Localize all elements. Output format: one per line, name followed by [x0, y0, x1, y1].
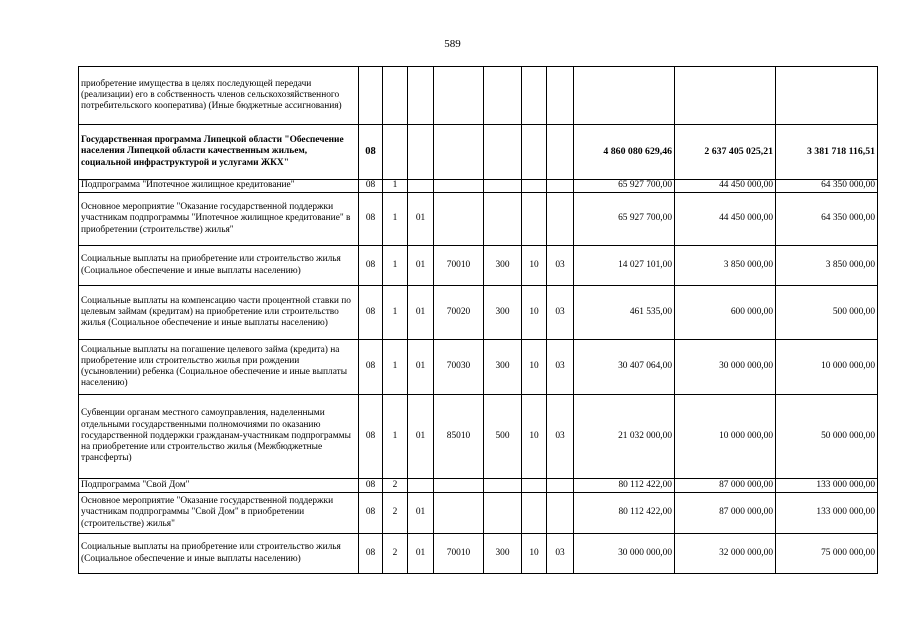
section-code [522, 479, 547, 493]
program-code [359, 67, 383, 125]
amount-year-1: 21 032 000,00 [574, 395, 675, 479]
amount-year-3: 133 000 000,00 [776, 493, 878, 534]
activity-code: 01 [408, 395, 434, 479]
section-code [522, 67, 547, 125]
table-row [79, 534, 878, 574]
activity-code: 01 [408, 493, 434, 534]
table-row [79, 125, 878, 180]
table-row [79, 67, 878, 125]
amount-year-2: 3 850 000,00 [675, 246, 776, 286]
subsection-code [547, 493, 574, 534]
activity-code [408, 67, 434, 125]
amount-year-1: 461 535,00 [574, 286, 675, 340]
amount-year-2: 44 450 000,00 [675, 180, 776, 193]
budget-table [78, 66, 878, 574]
direction-code: 70010 [434, 534, 484, 574]
amount-year-3: 50 000 000,00 [776, 395, 878, 479]
table-row [79, 395, 878, 479]
amount-year-2: 2 637 405 025,21 [675, 125, 776, 180]
row-name: Социальные выплаты на приобретение или строительство жилья (Социальное обеспечение и иные выплаты населению) [79, 246, 359, 286]
row-name: Основное мероприятие "Оказание государственной поддержки участникам подпрограммы "Свой Дом" в приобретении (строительстве) жилья" [79, 493, 359, 534]
subsection-code: 03 [547, 534, 574, 574]
amount-year-3: 500 000,00 [776, 286, 878, 340]
row-name: приобретение имущества в целях последующей передачи (реализации) его в собственность членов сельскохозяйственного потребительского кооператива) (Иные бюджетные ассигнования) [79, 67, 359, 125]
program-code: 08 [359, 479, 383, 493]
amount-year-3 [776, 67, 878, 125]
subprogram-code [383, 67, 408, 125]
amount-year-1: 30 407 064,00 [574, 340, 675, 395]
program-code: 08 [359, 125, 383, 180]
table-row [79, 180, 878, 193]
amount-year-1: 4 860 080 629,46 [574, 125, 675, 180]
expense-type-code: 300 [484, 340, 522, 395]
subsection-code [547, 125, 574, 180]
subprogram-code: 2 [383, 493, 408, 534]
activity-code: 01 [408, 534, 434, 574]
expense-type-code: 300 [484, 246, 522, 286]
amount-year-1: 65 927 700,00 [574, 180, 675, 193]
program-code: 08 [359, 286, 383, 340]
row-name: Подпрограмма "Ипотечное жилищное кредитование" [79, 180, 359, 193]
program-code: 08 [359, 395, 383, 479]
table-row [79, 340, 878, 395]
expense-type-code [484, 493, 522, 534]
subprogram-code [383, 125, 408, 180]
subprogram-code: 1 [383, 246, 408, 286]
subsection-code [547, 180, 574, 193]
expense-type-code: 500 [484, 395, 522, 479]
direction-code [434, 493, 484, 534]
activity-code: 01 [408, 193, 434, 246]
amount-year-3: 10 000 000,00 [776, 340, 878, 395]
row-name: Основное мероприятие "Оказание государственной поддержки участникам подпрограммы "Ипотечное жилищное кредитование" в приобретении (строительстве) жилья" [79, 193, 359, 246]
program-code: 08 [359, 180, 383, 193]
table-row [79, 286, 878, 340]
amount-year-2 [675, 67, 776, 125]
amount-year-3: 64 350 000,00 [776, 193, 878, 246]
direction-code [434, 67, 484, 125]
activity-code [408, 479, 434, 493]
amount-year-3: 64 350 000,00 [776, 180, 878, 193]
expense-type-code [484, 193, 522, 246]
subprogram-code: 1 [383, 193, 408, 246]
amount-year-2: 87 000 000,00 [675, 479, 776, 493]
direction-code: 70010 [434, 246, 484, 286]
amount-year-2: 30 000 000,00 [675, 340, 776, 395]
subsection-code: 03 [547, 395, 574, 479]
activity-code: 01 [408, 286, 434, 340]
activity-code [408, 125, 434, 180]
section-code: 10 [522, 286, 547, 340]
subprogram-code: 2 [383, 534, 408, 574]
section-code: 10 [522, 246, 547, 286]
amount-year-3: 3 381 718 116,51 [776, 125, 878, 180]
amount-year-3: 3 850 000,00 [776, 246, 878, 286]
program-code: 08 [359, 193, 383, 246]
row-name: Субвенции органам местного самоуправления, наделенными отдельными государственными полномочиями по оказанию государственной поддержки гражданам-участникам подпрограммы на приобретение или строительство жилья (Межбюджетные трансферты) [79, 395, 359, 479]
expense-type-code [484, 479, 522, 493]
direction-code: 85010 [434, 395, 484, 479]
direction-code [434, 479, 484, 493]
amount-year-2: 87 000 000,00 [675, 493, 776, 534]
program-code: 08 [359, 246, 383, 286]
subsection-code [547, 193, 574, 246]
subprogram-code: 1 [383, 395, 408, 479]
direction-code [434, 180, 484, 193]
subsection-code [547, 67, 574, 125]
row-name: Социальные выплаты на компенсацию части процентной ставки по целевым займам (кредитам) на приобретение или строительство жилья (Социальное обеспечение и иные выплаты населению) [79, 286, 359, 340]
amount-year-1: 80 112 422,00 [574, 493, 675, 534]
expense-type-code [484, 180, 522, 193]
amount-year-3: 133 000 000,00 [776, 479, 878, 493]
amount-year-2: 600 000,00 [675, 286, 776, 340]
amount-year-1: 80 112 422,00 [574, 479, 675, 493]
table-row [79, 479, 878, 493]
section-code [522, 125, 547, 180]
direction-code: 70030 [434, 340, 484, 395]
table-row [79, 193, 878, 246]
section-code: 10 [522, 534, 547, 574]
amount-year-1: 14 027 101,00 [574, 246, 675, 286]
row-name: Государственная программа Липецкой области "Обеспечение населения Липецкой области качественным жильем, социальной инфраструктурой и услугами ЖКХ" [79, 125, 359, 180]
row-name: Социальные выплаты на погашение целевого займа (кредита) на приобретение или строительство жилья при рождении (усыновлении) ребенка (Социальное обеспечение и иные выплаты населению) [79, 340, 359, 395]
subsection-code [547, 479, 574, 493]
program-code: 08 [359, 534, 383, 574]
amount-year-3: 75 000 000,00 [776, 534, 878, 574]
amount-year-1 [574, 67, 675, 125]
section-code [522, 193, 547, 246]
section-code [522, 493, 547, 534]
direction-code [434, 125, 484, 180]
subprogram-code: 1 [383, 340, 408, 395]
direction-code: 70020 [434, 286, 484, 340]
amount-year-2: 32 000 000,00 [675, 534, 776, 574]
amount-year-2: 44 450 000,00 [675, 193, 776, 246]
subsection-code: 03 [547, 246, 574, 286]
table-row [79, 246, 878, 286]
subsection-code: 03 [547, 286, 574, 340]
subprogram-code: 1 [383, 286, 408, 340]
subprogram-code: 2 [383, 479, 408, 493]
amount-year-2: 10 000 000,00 [675, 395, 776, 479]
expense-type-code [484, 125, 522, 180]
row-name: Социальные выплаты на приобретение или строительство жилья (Социальное обеспечение и иные выплаты населению) [79, 534, 359, 574]
section-code: 10 [522, 340, 547, 395]
amount-year-1: 30 000 000,00 [574, 534, 675, 574]
program-code: 08 [359, 493, 383, 534]
section-code [522, 180, 547, 193]
page-number: 589 [444, 38, 461, 50]
program-code: 08 [359, 340, 383, 395]
expense-type-code: 300 [484, 286, 522, 340]
expense-type-code [484, 67, 522, 125]
activity-code: 01 [408, 246, 434, 286]
activity-code [408, 180, 434, 193]
subsection-code: 03 [547, 340, 574, 395]
row-name: Подпрограмма "Свой Дом" [79, 479, 359, 493]
table-row [79, 493, 878, 534]
amount-year-1: 65 927 700,00 [574, 193, 675, 246]
section-code: 10 [522, 395, 547, 479]
subprogram-code: 1 [383, 180, 408, 193]
direction-code [434, 193, 484, 246]
activity-code: 01 [408, 340, 434, 395]
expense-type-code: 300 [484, 534, 522, 574]
